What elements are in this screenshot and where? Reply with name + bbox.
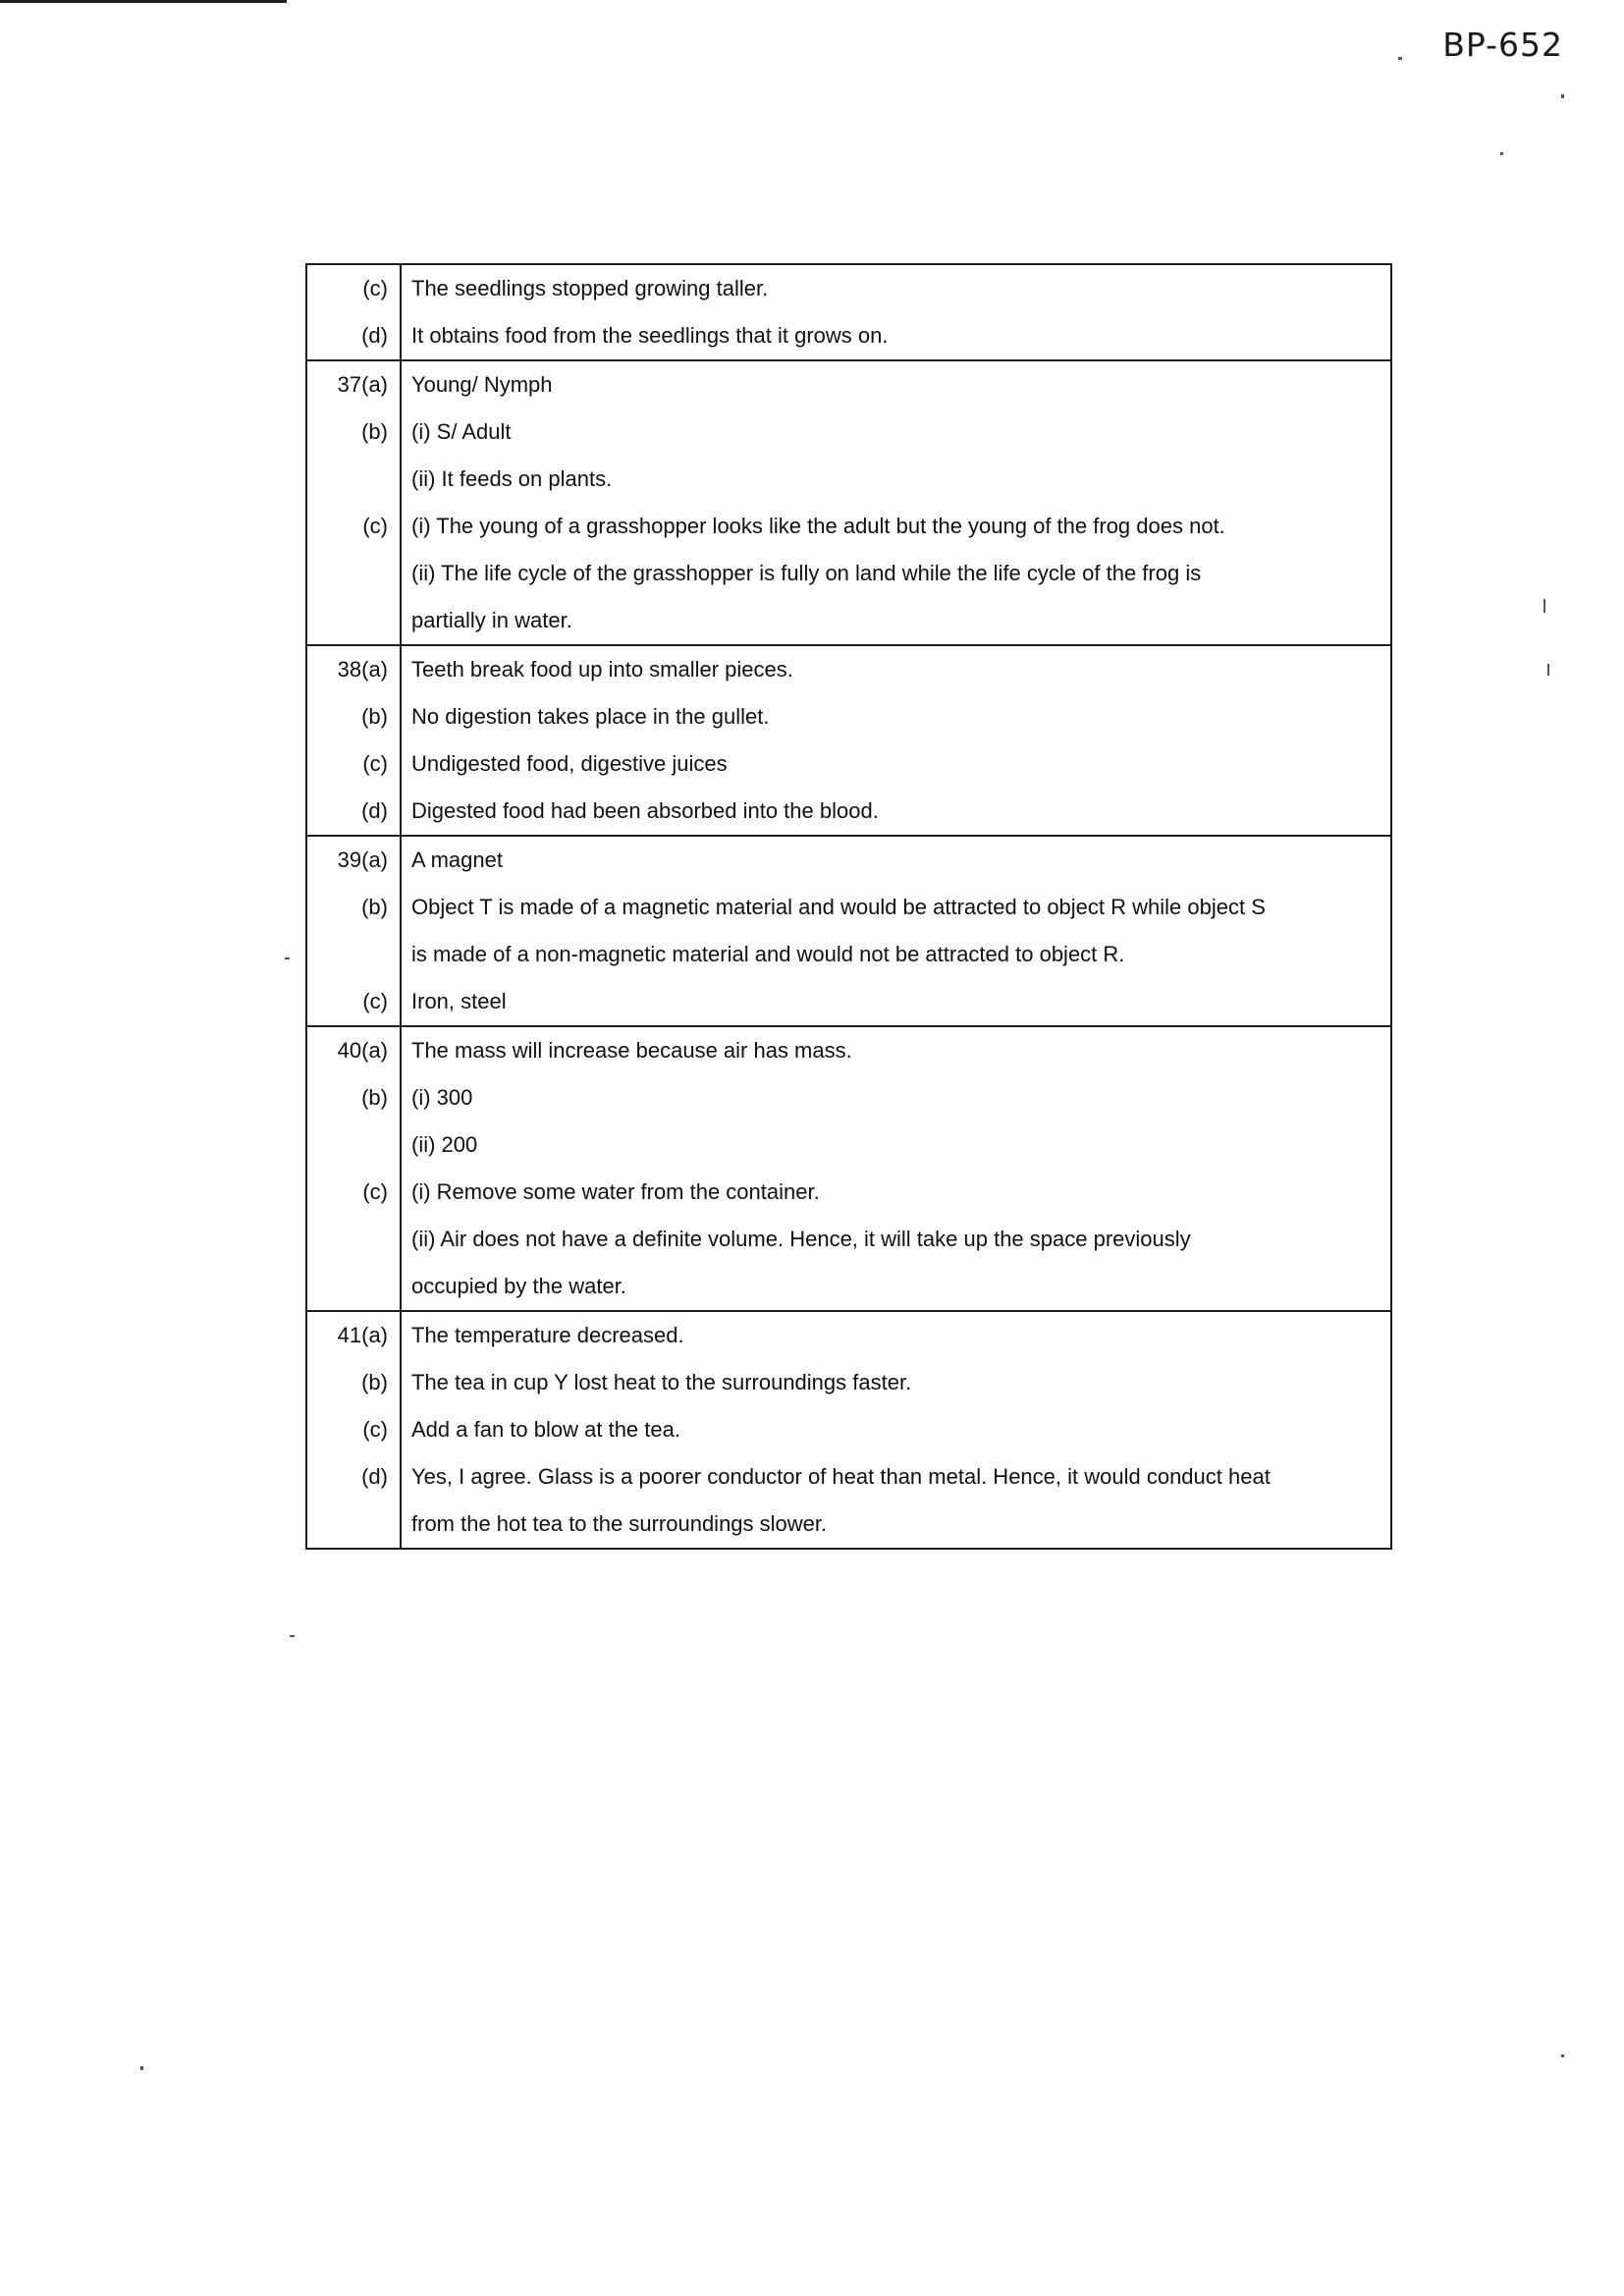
scan-speck xyxy=(140,2066,143,2070)
document-code: BP-652 xyxy=(1442,26,1563,64)
answer-row xyxy=(306,1453,1391,1501)
question-number xyxy=(306,597,401,645)
question-number: 38(a) xyxy=(306,645,401,693)
answer-text: Young/ Nymph xyxy=(401,360,1391,409)
question-number: (c) xyxy=(306,740,401,788)
answer-text: No digestion takes place in the gullet. xyxy=(401,693,1391,740)
question-number: (c) xyxy=(306,1406,401,1453)
answer-row xyxy=(306,409,1391,456)
answer-text: Add a fan to blow at the tea. xyxy=(401,1406,1391,1453)
answer-text: (ii) It feeds on plants. xyxy=(401,456,1391,503)
answer-row xyxy=(306,1311,1391,1359)
scan-speck xyxy=(1547,664,1549,676)
answer-text: A magnet xyxy=(401,836,1391,884)
answer-text: The mass will increase because air has mass. xyxy=(401,1026,1391,1074)
top-rule xyxy=(0,0,287,3)
scan-speck xyxy=(290,1635,295,1637)
answer-row xyxy=(306,1121,1391,1169)
answer-text: It obtains food from the seedlings that it grows on. xyxy=(401,312,1391,360)
scan-speck xyxy=(1561,2054,1564,2057)
answer-text: (ii) The life cycle of the grasshopper is fully on land while the life cycle of the frog is xyxy=(401,550,1391,597)
question-number: (c) xyxy=(306,503,401,550)
answer-row xyxy=(306,1026,1391,1074)
question-number: (d) xyxy=(306,1453,401,1501)
answer-text: (i) 300 xyxy=(401,1074,1391,1121)
question-number: (b) xyxy=(306,1359,401,1406)
answer-text: The temperature decreased. xyxy=(401,1311,1391,1359)
question-number: 41(a) xyxy=(306,1311,401,1359)
answer-text: occupied by the water. xyxy=(401,1263,1391,1311)
question-number xyxy=(306,1501,401,1549)
answer-text: (i) S/ Adult xyxy=(401,409,1391,456)
answer-row xyxy=(306,1406,1391,1453)
answer-text: (ii) Air does not have a definite volume. Hence, it will take up the space previously xyxy=(401,1216,1391,1263)
answer-text: Yes, I agree. Glass is a poorer conductor of heat than metal. Hence, it would conduct heat xyxy=(401,1453,1391,1501)
question-number: (c) xyxy=(306,1169,401,1216)
answer-row xyxy=(306,693,1391,740)
answer-text: partially in water. xyxy=(401,597,1391,645)
question-number: 39(a) xyxy=(306,836,401,884)
answer-text: Teeth break food up into smaller pieces. xyxy=(401,645,1391,693)
scan-speck xyxy=(1561,94,1564,98)
question-number: (b) xyxy=(306,693,401,740)
answer-row xyxy=(306,978,1391,1026)
scan-speck xyxy=(1543,599,1545,613)
question-number: (b) xyxy=(306,409,401,456)
answer-row xyxy=(306,1216,1391,1263)
question-number: (c) xyxy=(306,264,401,312)
answer-row xyxy=(306,456,1391,503)
question-number xyxy=(306,550,401,597)
scan-speck xyxy=(285,957,290,959)
answer-table xyxy=(305,263,1392,1550)
answer-text: The tea in cup Y lost heat to the surroundings faster. xyxy=(401,1359,1391,1406)
answer-row xyxy=(306,884,1391,931)
question-number: 37(a) xyxy=(306,360,401,409)
question-number: 40(a) xyxy=(306,1026,401,1074)
answer-row xyxy=(306,740,1391,788)
scan-speck xyxy=(1398,57,1402,60)
answer-row xyxy=(306,360,1391,409)
question-number xyxy=(306,931,401,978)
answer-text: The seedlings stopped growing taller. xyxy=(401,264,1391,312)
question-number xyxy=(306,1121,401,1169)
question-number: (c) xyxy=(306,978,401,1026)
question-number: (d) xyxy=(306,788,401,836)
answer-row xyxy=(306,312,1391,360)
answer-row xyxy=(306,597,1391,645)
question-number xyxy=(306,1263,401,1311)
answer-row xyxy=(306,931,1391,978)
scan-speck xyxy=(1500,152,1503,155)
answer-row xyxy=(306,503,1391,550)
answer-row xyxy=(306,1169,1391,1216)
answer-row xyxy=(306,1263,1391,1311)
answer-text: Undigested food, digestive juices xyxy=(401,740,1391,788)
answer-text: (ii) 200 xyxy=(401,1121,1391,1169)
question-number xyxy=(306,456,401,503)
answer-text: from the hot tea to the surroundings slower. xyxy=(401,1501,1391,1549)
answer-row xyxy=(306,1359,1391,1406)
question-number: (d) xyxy=(306,312,401,360)
answer-text: (i) The young of a grasshopper looks like the adult but the young of the frog does not. xyxy=(401,503,1391,550)
answer-text: Digested food had been absorbed into the blood. xyxy=(401,788,1391,836)
answer-text: (i) Remove some water from the container. xyxy=(401,1169,1391,1216)
answer-text: Iron, steel xyxy=(401,978,1391,1026)
question-number: (b) xyxy=(306,1074,401,1121)
answer-row xyxy=(306,645,1391,693)
answer-table-body xyxy=(306,264,1391,1549)
answer-row xyxy=(306,1501,1391,1549)
answer-text: Object T is made of a magnetic material and would be attracted to object R while object S xyxy=(401,884,1391,931)
answer-row xyxy=(306,1074,1391,1121)
answer-row xyxy=(306,550,1391,597)
answer-text: is made of a non-magnetic material and would not be attracted to object R. xyxy=(401,931,1391,978)
question-number xyxy=(306,1216,401,1263)
answer-row xyxy=(306,836,1391,884)
answer-row xyxy=(306,264,1391,312)
answer-row xyxy=(306,788,1391,836)
question-number: (b) xyxy=(306,884,401,931)
